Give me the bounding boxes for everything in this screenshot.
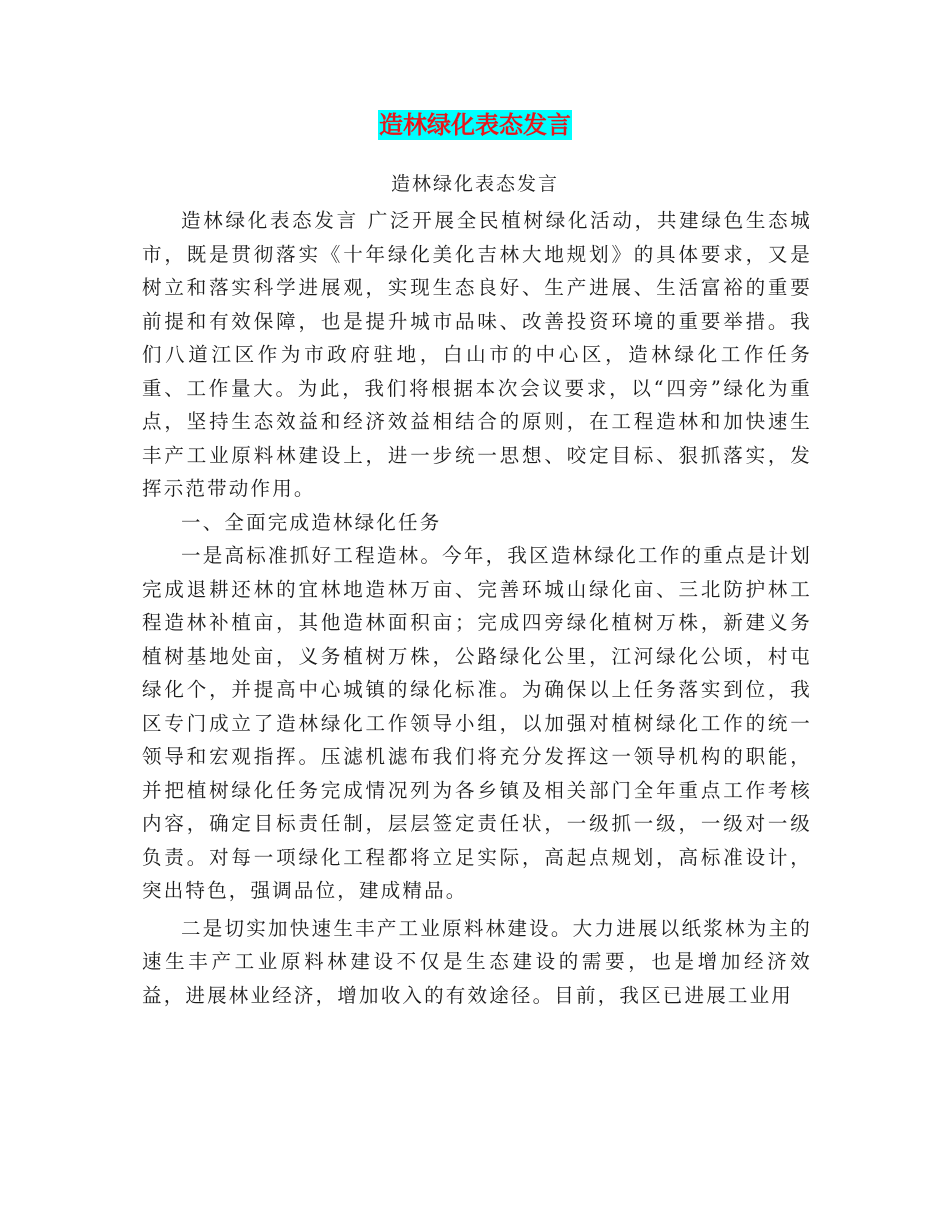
document-subtitle: 造林绿化表态发言 [390,173,559,195]
document-body [142,204,812,1012]
paragraph-task-one: 一是高标准抓好工程造林。今年，我区造林绿化工作的重点是计划完成退耕还林的宜林地造林万亩、完善环城山绿化亩、三北防护林工程造林补植亩，其他造林面积亩；完成四旁绿化植树万株，新建义务植树基地处亩，义务植树万株，公路绿化公里，江河绿化公顷，村屯绿化个，并提高中心城镇的绿化标准。为确保以上任务落实到位，我区专门成立了造林绿化工作领导小组，以加强对植树绿化工作的统一领导和宏观指挥。压滤机滤布我们将充分发挥这一领导机构的职能，并把植树绿化任务完成情况列为各乡镇及相关部门全年重点工作考核内容，确定目标责任制，层层签定责任状，一级抓一级，一级对一级负责。对每一项绿化工程都将立足实际，高起点规划，高标准设计，突出特色，强调品位，建成精品。 [142,544,812,902]
section-heading: 一、全面完成造林绿化任务 [181,510,442,534]
paragraph-intro: 造林绿化表态发言 广泛开展全民植树绿化活动，共建绿色生态城市，既是贯彻落实《十年绿化美化吉林大地规划》的具体要求，又是树立和落实科学进展观，实现生态良好、生产进展、生活富裕的重要前提和有效保障，也是提升城市品味、改善投资环境的重要举措。我们八道江区作为市政府驻地，白山市的中心区，造林绿化工作任务重、工作量大。为此，我们将根据本次会议要求，以“四旁”绿化为重点，坚持生态效益和经济效益相结合的原则，在工程造林和加快速生丰产工业原料林建设上，进一步统一思想、咬定目标、狠抓落实，发挥示范带动作用。 [142,209,812,500]
document-title: 造林绿化表态发言 [379,111,571,139]
paragraph-task-two: 二是切实加快速生丰产工业原料林建设。大力进展以纸浆林为主的速生丰产工业原料林建设不仅是生态建设的需要，也是增加经济效益，进展林业经济，增加收入的有效途径。目前，我区已进展工业用 [142,916,812,1007]
title-wrap [0,110,950,140]
